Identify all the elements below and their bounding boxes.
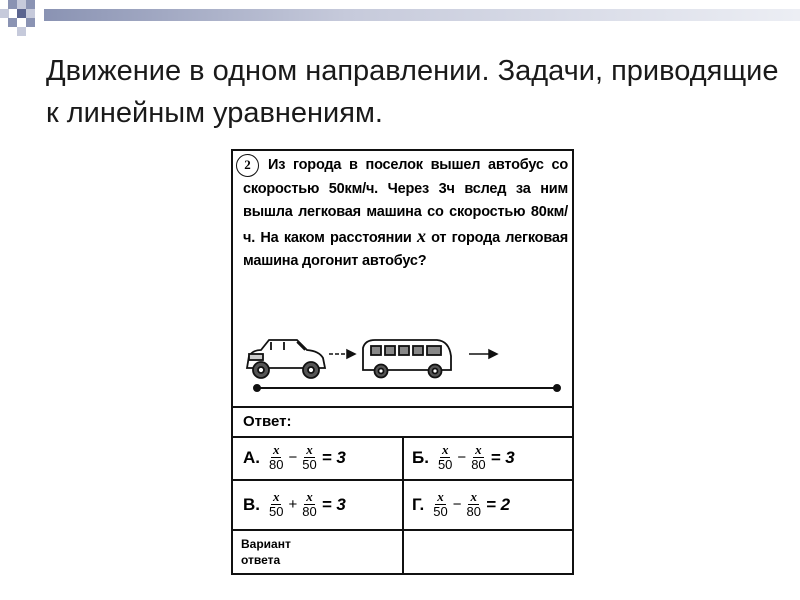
task-variable: x <box>416 225 426 246</box>
answer-label: Ответ: <box>243 413 292 430</box>
arrow-icon <box>329 350 355 358</box>
fraction: $\frac{x}{50}$ <box>269 489 284 519</box>
equation-rhs: = 3 <box>321 494 346 514</box>
deco-square <box>26 18 35 27</box>
deco-square <box>0 9 9 18</box>
road-line <box>254 385 561 392</box>
operator: + <box>288 496 298 513</box>
car-icon <box>247 340 325 378</box>
slide-title: Движение в одном направлении. Задачи, приводящие к линейным уравнениям. <box>46 55 779 129</box>
option-v <box>243 490 346 519</box>
fraction: $\frac{x}{80}$ <box>466 489 481 519</box>
bus-icon <box>363 340 451 378</box>
answer-box[interactable] <box>404 531 570 573</box>
fraction: $\frac{x}{80}$ <box>471 442 486 472</box>
fraction: $\frac{x}{50}$ <box>437 442 453 472</box>
fraction: $\frac{x}{80}$ <box>302 489 317 519</box>
option-letter: В. <box>243 494 260 514</box>
option-letter: А. <box>243 447 260 467</box>
task-number: 2 <box>236 154 259 177</box>
option-a <box>243 443 346 472</box>
operator: − <box>457 449 467 466</box>
deco-square <box>8 18 17 27</box>
task-card <box>231 149 574 575</box>
task-text <box>243 154 568 274</box>
task-text-part1: Из города в поселок вышел автобус со скоростью 50км/ч. Через 3ч вслед за ним вышла легковая машина со скоростью 80км/ч. На каком расстоянии <box>243 157 568 246</box>
equation-rhs: = 2 <box>485 494 511 514</box>
motion-illustration <box>239 326 569 396</box>
equation-rhs: = 3 <box>490 447 515 467</box>
deco-square <box>17 27 26 36</box>
task-text-part2: от города легковая машина догонит автобус? <box>243 229 568 269</box>
divider <box>233 406 572 408</box>
decorative-header-bar <box>44 9 800 21</box>
equation-rhs: = 3 <box>321 447 346 467</box>
deco-square <box>17 9 26 18</box>
option-letter: Б. <box>412 447 429 467</box>
deco-square <box>26 9 35 18</box>
deco-square <box>8 0 17 9</box>
fraction: $\frac{x}{50}$ <box>302 442 317 472</box>
operator: − <box>288 449 298 466</box>
deco-square <box>17 0 26 9</box>
deco-square <box>26 0 35 9</box>
fraction: $\frac{x}{50}$ <box>433 489 448 519</box>
option-b <box>412 443 515 472</box>
operator: − <box>452 496 462 513</box>
arrow-icon <box>469 350 497 358</box>
option-g <box>412 490 510 519</box>
option-letter: Г. <box>412 494 425 514</box>
variant-label: Вариант ответа <box>241 537 291 567</box>
fraction: $\frac{x}{80}$ <box>269 442 284 472</box>
